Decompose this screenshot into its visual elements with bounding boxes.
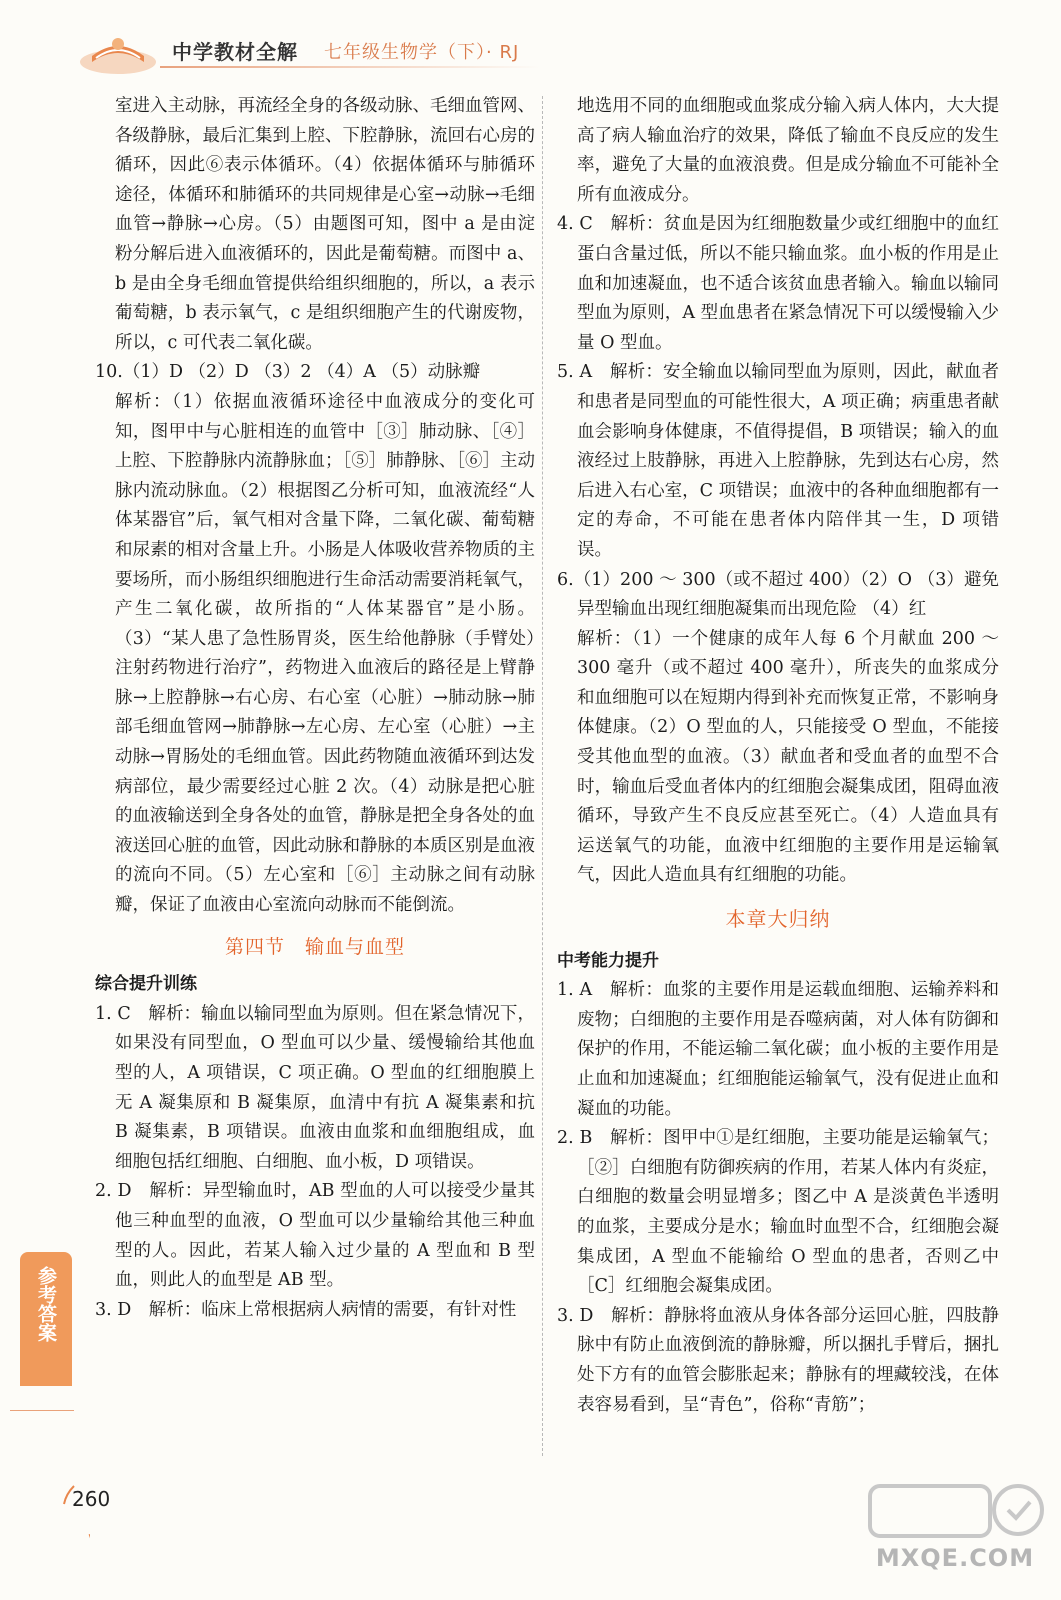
page-header [0,0,1061,92]
header-rule [160,66,540,68]
watermark-text: MXQE.COM [875,1544,1035,1572]
q10-answer: 10.（1）D （2）D （3）2 （4）A （5）动脉瓣 [95,362,481,383]
answer-item: 3. D 解析：临床上常根据病人病情的需要，有针对性 [95,1299,517,1320]
left-column [95,92,535,1325]
side-tab-label: 参考答案 [35,1266,57,1342]
answer-paragraph: 地选用不同的血细胞或血浆成分输入病人体内，大大提高了病人输血治疗的效果，降低了输血不良反应的发生率，避免了大量的血液浪费。但是成分输血不可能补全所有血液成分。 [577,96,999,205]
column-divider [542,96,543,1456]
watermark [860,1480,1050,1592]
exercise-heading: 中考能力提升 [557,950,659,971]
book-title: 中学教材全解 [172,40,298,64]
right-column [557,92,999,1420]
q10-analysis: 解析：（1）依据血液循环途径中血液成分的变化可知，图甲中与心脏相连的血管中［③］肺动脉、［④］上腔、下腔静脉内流静脉血；［⑤］肺静脉、［⑥］主动脉内流动脉血。（2）根据图乙分析可知，血液流经“人体某器官”后，氧气相对含量下降，二氧化碳、葡萄糖和尿素的相对含量上升。小肠是人体吸收营养物质的主要场所，而小肠组织细胞进行生命活动需要消耗氧气，产生二氧化碳，故所指的“人体某器官”是小肠。（3）“某人患了急性肠胃炎，医生给他静脉（手臂处）注射药物进行治疗”，药物进入血液后的路径是上臂静脉→上腔静脉→右心房、右心室（心脏）→肺动脉→肺部毛细血管网→肺静脉→左心房、左心室（心脏）→主动脉→胃肠处的毛细血管。因此药物随血液循环到达发病部位，最少需要经过心脏 2 次。（4）动脉是把心脏的血液输送到全身各处的血管，静脉是把全身各处的血液送回心脏的血管，因此动脉和静脉的本质区别是血液的流向不同。（5）左心室和［⑥］主动脉之间有动脉瓣，保证了血液由心室流向动脉而不能倒流。 [115,391,535,916]
answer-item: 1. A 解析：血浆的主要作用是运载血细胞、运输养料和废物；白细胞的主要作用是吞噬病菌，对人体有防御和保护的作用，不能运输二氧化碳；血小板的主要作用是止血和加速凝血；红细胞能运输氧气，没有促进止血和凝血的功能。 [557,980,999,1119]
answer-item: 2. B 解析：图甲中①是红细胞，主要功能是运输氧气；［②］白细胞有防御疾病的作用，若某人体内有炎症，白细胞的数量会明显增多；图乙中 A 是淡黄色半透明的血浆，主要成分是水；输血时血型不合，红细胞会凝集成团，A 型血不能输给 O 型血的患者，否则乙中［C］红细胞会凝集成团。 [557,1128,999,1297]
answer-item: 5. A 解析：安全输血以输同型血为原则，因此，献血者和患者是同型血的可能性很大，A 项正确；病重患者献血会影响身体健康，不值得提倡，B 项错误；输入的血液经过上肢静脉，再进入上腔静脉，先到达右心房，然后进入右心室，C 项错误；血液中的各种血细胞都有一定的寿命，不可能在患者体内陪伴其一生，D 项错误。 [557,362,999,560]
answer-item: 2. D 解析：异型输血时，AB 型血的人可以接受少量其他三种血型的血液，O 型血可以少量输给其他三种血型的人。因此，若某人输入过少量的 A 型血和 B 型血，则此人的血型是 AB 型。 [95,1181,535,1291]
page-number: 260 [72,1487,111,1511]
answer-item: 3. D 解析：静脉将血液从身体各部分运回心脏，四肢静脉中有防止血液倒流的静脉瓣，所以捆扎手臂后，捆扎处下方有的血管会膨胀起来；静脉有的埋藏较浅，在体表容易看到，呈“青色”，俗称“青筋”； [557,1305,999,1415]
answer-item: 4. C 解析：贫血是因为红细胞数量少或红细胞中的血红蛋白含量过低，所以不能只输血浆。血小板的作用是止血和加速凝血，也不适合该贫血患者输入。输血以输同型血为原则，A 型血患者在紧急情况下可以缓慢输入少量 O 型血。 [557,214,999,353]
side-rule [10,1410,74,1411]
book-icon [78,26,158,76]
exercise-heading: 综合提升训练 [95,974,197,995]
answer-paragraph: 室进入主动脉，再流经全身的各级动脉、毛细血管网、各级静脉，最后汇集到上腔、下腔静脉，流回右心房的循环，因此⑥表示体循环。（4）依据体循环与肺循环途径，体循环和肺循环的共同规律是心室→动脉→毛细血管→静脉→心房。（5）由题图可知，图中 a 是由淀粉分解后进入血液循环的，因此是葡萄糖。而图中 a、b 是由全身毛细血管提供给组织细胞的，所以，a 表示葡萄糖，b 表示氧气，c 是组织细胞产生的代谢废物，所以，c 可代表二氧化碳。 [115,96,535,353]
chapter-summary-title: 本章大归纳 [725,907,831,932]
book-subtitle: 七年级生物学（下）· RJ [324,42,520,63]
answer-item: 1. C 解析：输血以输同型血为原则。但在紧急情况下，如果没有同型血，O 型血可以少量、缓慢输给其他血型的人，A 项错误，C 项正确。O 型血的红细胞膜上无 A 凝集原和 B 凝集原，血清中有抗 A 凝集素和抗 B 凝集素，B 项错误。血液由血浆和血细胞组成，血细胞包括红细胞、白细胞、血小板，D 项错误。 [95,1003,535,1172]
watermark-logo-icon [860,1480,1050,1544]
q6-answer: 6.（1）200 ～ 300（或不超过 400）（2）O （3）避免异型输血出现红细胞凝集而出现危险 （4）红 [557,569,999,620]
section-title: 第四节 输血与血型 [224,935,405,958]
q6-analysis: 解析：（1）一个健康的成年人每 6 个月献血 200 ～ 300 毫升（或不超过 400 毫升），所丧失的血浆成分和血细胞可以在短期内得到补充而恢复正常，不影响身体健康。（2）O 型血的人，只能接受 O 型血，不能接受其他血型的血液。（3）献血者和受血者的血型不合时，输血后受血者体内的红细胞会凝集成团，阻碍血液循环，导致产生不良反应甚至死亡。（4）人造血具有运送氧气的功能，血液中红细胞的主要作用是运输氧气，因此人造血具有红细胞的功能。 [577,628,999,886]
reference-answer-tab [20,1252,72,1386]
